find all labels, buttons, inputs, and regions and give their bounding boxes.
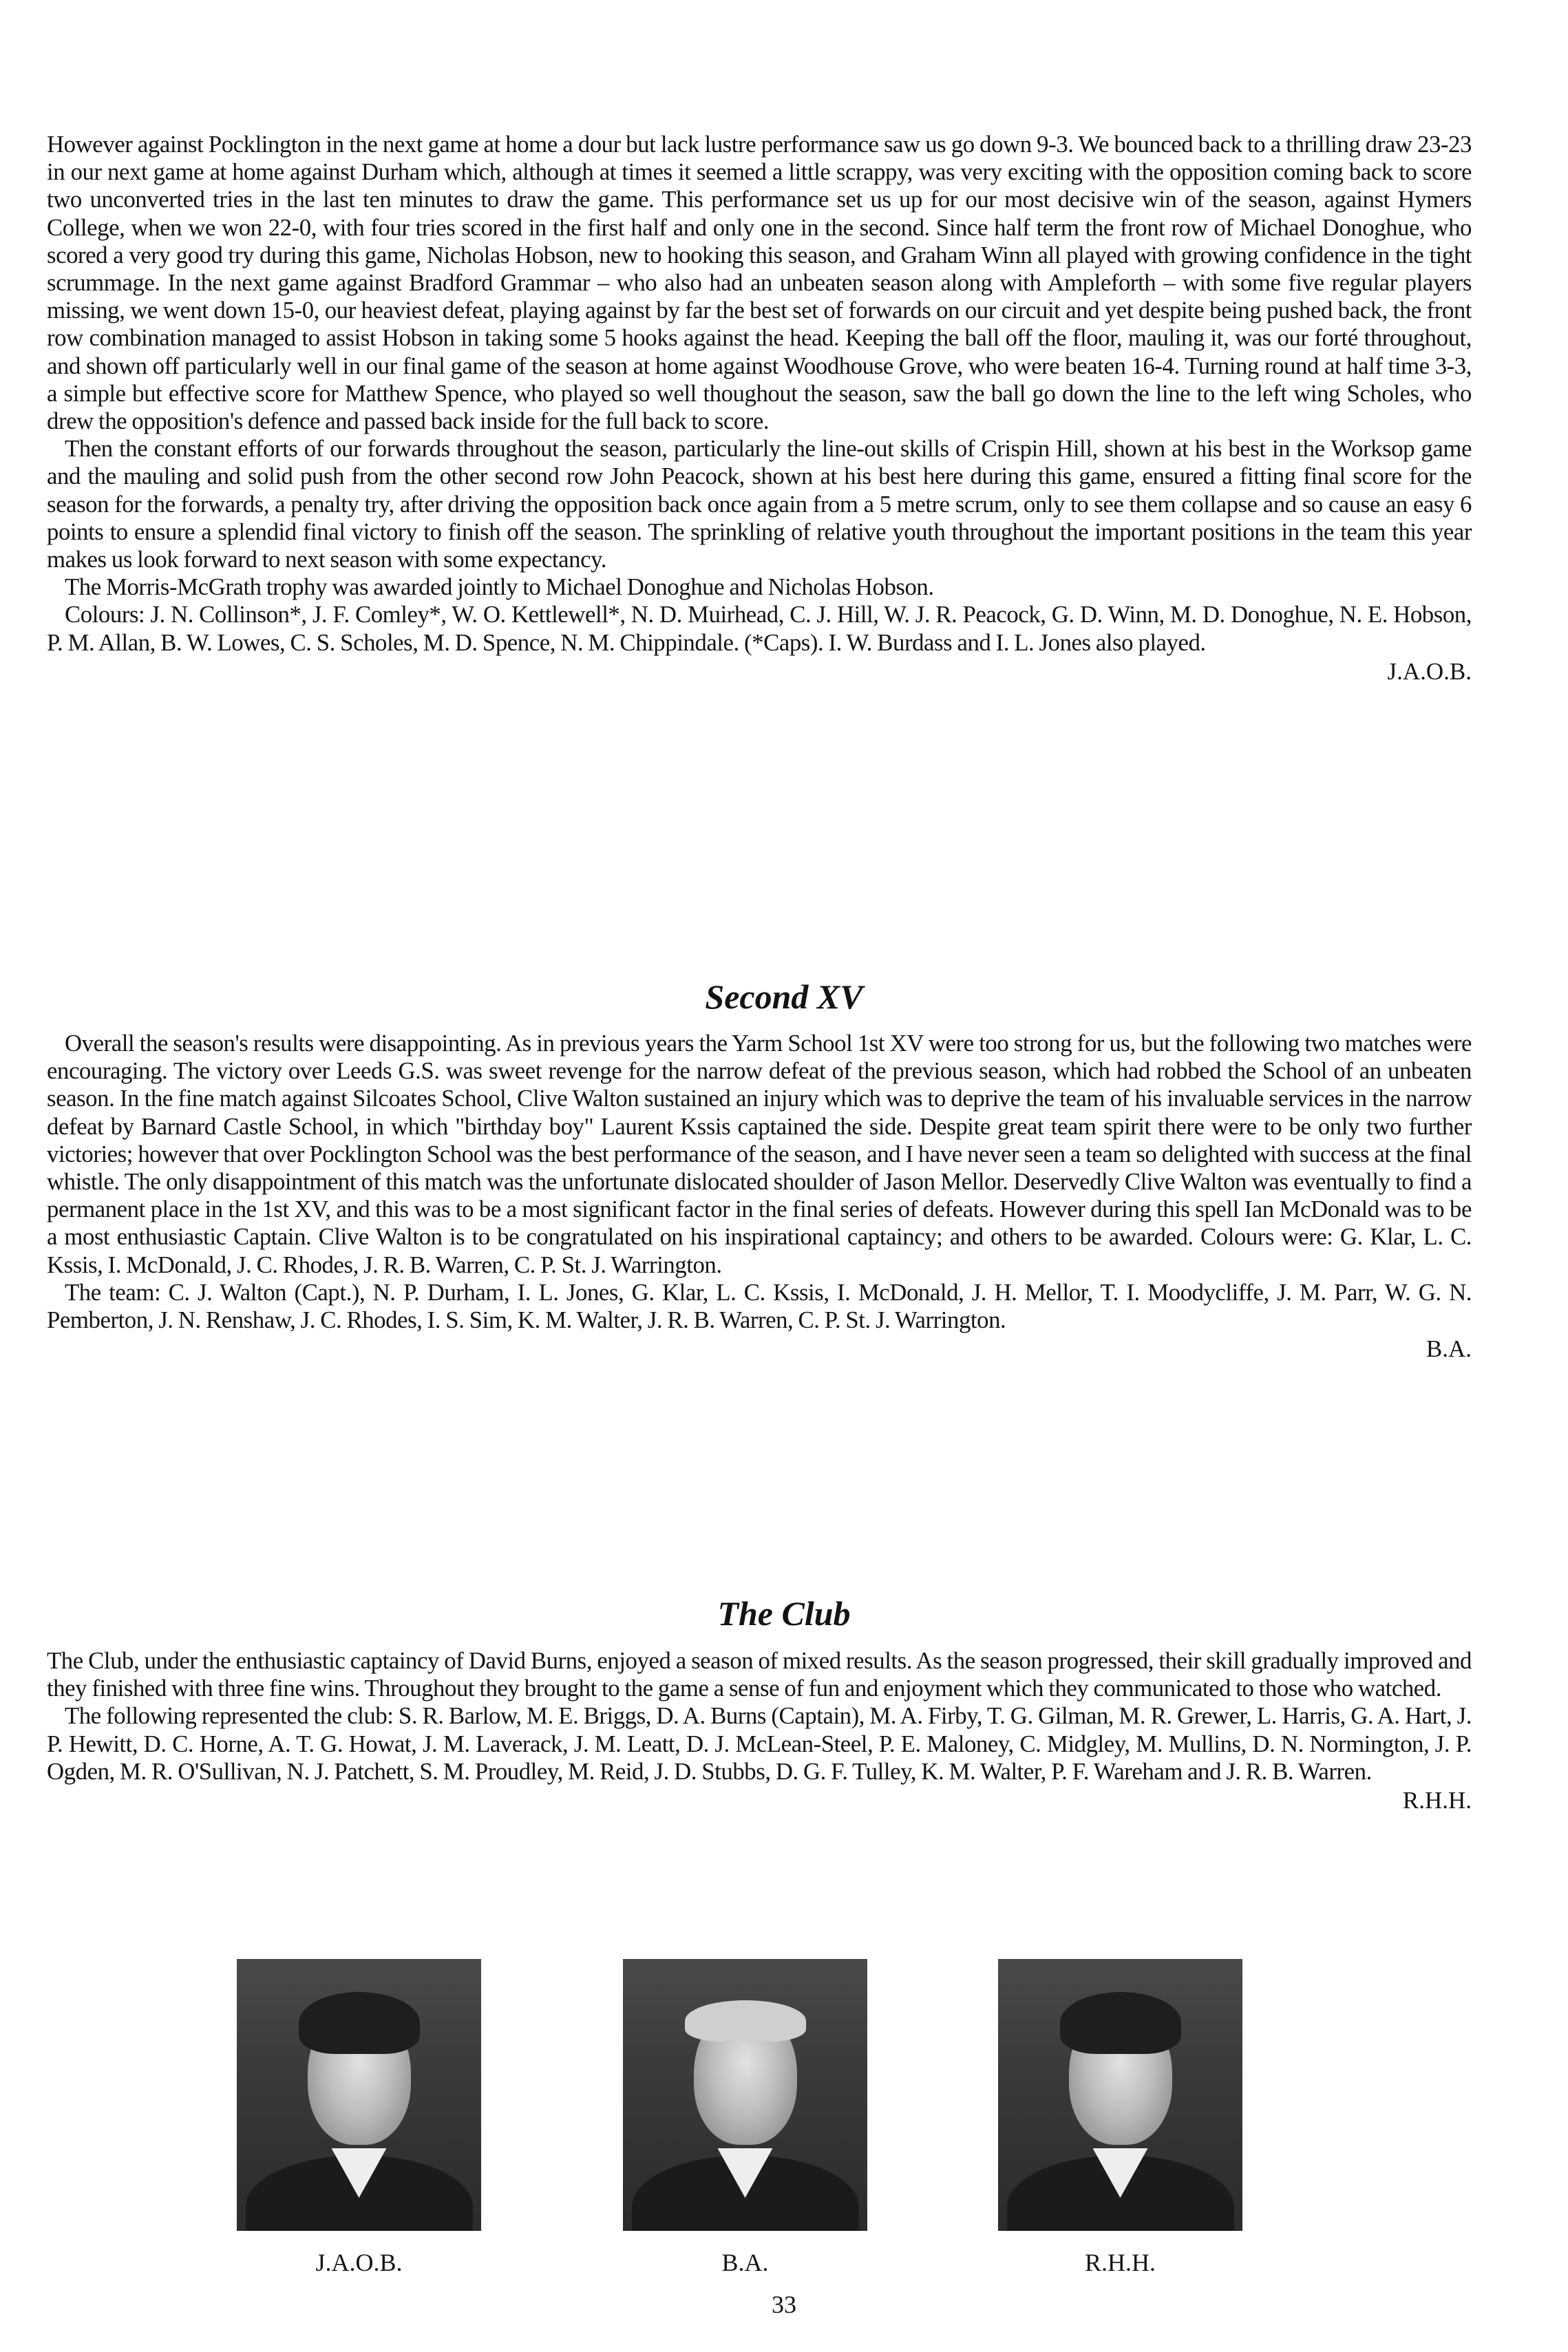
second-xv-signoff: B.A. (1426, 1335, 1472, 1363)
portrait-caption-2: B.A. (721, 2249, 769, 2276)
portrait-photo-2 (623, 1959, 867, 2231)
first-xv-paragraph-2: Then the constant efforts of our forwards throughout the season, particularly the line-out skills of Crispin Hill, shown at his best in the Worksop game and the mauling and solid push from the other second row John Peacock, shown at his best here during this game, ensured a fitting final score for the season for the forwards, a penalty try, after driving the opposition back once again from a 5 metre scrum, only to see them collapse and so cause an easy 6 points to ensure a splendid final victory to finish off the season. The sprinkling of relative youth throughout the important positions in the team this year makes us look forward to next season with some expectancy. (47, 435, 1472, 573)
portrait-photo-1 (237, 1959, 481, 2231)
portrait-caption-3: R.H.H. (1084, 2249, 1156, 2276)
first-xv-section (47, 131, 1472, 687)
club-heading: The Club (717, 1594, 851, 1633)
first-xv-signoff: J.A.O.B. (1387, 657, 1472, 685)
portrait-caption-1: J.A.O.B. (315, 2249, 403, 2276)
club-paragraph-2: The following represented the club: S. R. Barlow, M. E. Briggs, D. A. Burns (Captain), M. A. Firby, T. G. Gilman, M. R. Grewer, L. Harris, G. A. Hart, J. P. Hewitt, D. C. Horne, A. T. G. Howat, J. M. Laverack, J. M. Leatt, D. J. McLean-Steel, P. E. Maloney, C. Midgley, M. Mullins, D. N. Normington, J. P. Ogden, M. R. O'Sullivan, N. J. Patchett, S. M. Proudley, M. Reid, J. D. Stubbs, D. G. F. Tulley, K. M. Walter, P. F. Wareham and J. R. B. Warren. (47, 1702, 1472, 1785)
first-xv-paragraph-3: The Morris-McGrath trophy was awarded jointly to Michael Donoghue and Nicholas Hobson. (65, 573, 934, 601)
second-xv-paragraph-2: The team: C. J. Walton (Capt.), N. P. Durham, I. L. Jones, G. Klar, L. C. Kssis, I. McDonald, J. H. Mellor, T. I. Moodycliffe, J. M. Parr, W. G. N. Pemberton, J. N. Renshaw, J. C. Rhodes, I. S. Sim, K. M. Walter, J. R. B. Warren, C. P. St. J. Warrington. (47, 1278, 1472, 1334)
page-number: 33 (772, 2291, 796, 2318)
club-paragraph-1: The Club, under the enthusiastic captaincy of David Burns, enjoyed a season of mixed results. As the season progressed, their skill gradually improved and they finished with three fine wins. Throughout they brought to the game a sense of fun and enjoyment which they communicated to those who watched. (47, 1647, 1472, 1702)
first-xv-paragraph-1: However against Pocklington in the next game at home a dour but lack lustre performance saw us go down 9-3. We bounced back to a thrilling draw 23-23 in our next game at home against Durham which, although at times it seemed a little scrappy, was very exciting with the opposition coming back to score two unconverted tries in the last ten minutes to draw the game. This performance set us up for our most decisive win of the season, against Hymers College, when we won 22-0, with four tries scored in the first half and only one in the second. Since half term the front row of Michael Donoghue, who scored a very good try during this game, Nicholas Hobson, new to hooking this season, and Graham Winn all played with growing confidence in the tight scrummage. In the next game against Bradford Grammar – who also had an unbeaten season along with Ampleforth – with some five regular players missing, we went down 15-0, our heaviest defeat, playing against by far the best set of forwards on our circuit and yet despite being pushed back, the front row combination managed to assist Hobson in taking some 5 hooks against the head. Keeping the ball off the floor, mauling it, was our forté throughout, and shown off particularly well in our final game of the season at home against Woodhouse Grove, who were beaten 16-4. Turning round at half time 3-3, a simple but effective score for Matthew Spence, who played so well thoughout the season, saw the ball go down the line to the left wing Scholes, who drew the opposition's defence and passed back inside for the full back to score. (47, 131, 1472, 435)
club-section (47, 1647, 1472, 1816)
first-xv-paragraph-4: Colours: J. N. Collinson*, J. F. Comley*, W. O. Kettlewell*, N. D. Muirhead, C. J. Hill, W. J. R. Peacock, G. D. Winn, M. D. Donoghue, N. E. Hobson, P. M. Allan, B. W. Lowes, C. S. Scholes, M. D. Spence, N. M. Chippindale. (*Caps). I. W. Burdass and I. L. Jones also played. (47, 601, 1472, 656)
second-xv-heading: Second XV (705, 977, 863, 1016)
club-signoff: R.H.H. (1402, 1787, 1472, 1814)
second-xv-paragraph-1: Overall the season's results were disappointing. As in previous years the Yarm School 1st XV were too strong for us, but the following two matches were encouraging. The victory over Leeds G.S. was sweet revenge for the narrow defeat of the previous season, which had robbed the School of an unbeaten season. In the fine match against Silcoates School, Clive Walton sustained an injury which was to deprive the team of his invaluable services in the narrow defeat by Barnard Castle School, in which "birthday boy" Laurent Kssis captained the side. Despite great team spirit there were to be only two further victories; however that over Pocklington School was the best performance of the season, and I have never seen a team so delighted with success at the final whistle. The only disappointment of this match was the unfortunate dislocated shoulder of Jason Mellor. Deservedly Clive Walton was eventually to find a permanent place in the 1st XV, and this was to be a most significant factor in the final series of defeats. However during this spell Ian McDonald was to be a most enthusiastic Captain. Clive Walton is to be congratulated on his inspirational captaincy; and others to be awarded. Colours were: G. Klar, L. C. Kssis, I. McDonald, J. C. Rhodes, J. R. B. Warren, C. P. St. J. Warrington. (47, 1030, 1472, 1278)
portrait-photo-3 (998, 1959, 1242, 2231)
second-xv-section (47, 1030, 1472, 1364)
